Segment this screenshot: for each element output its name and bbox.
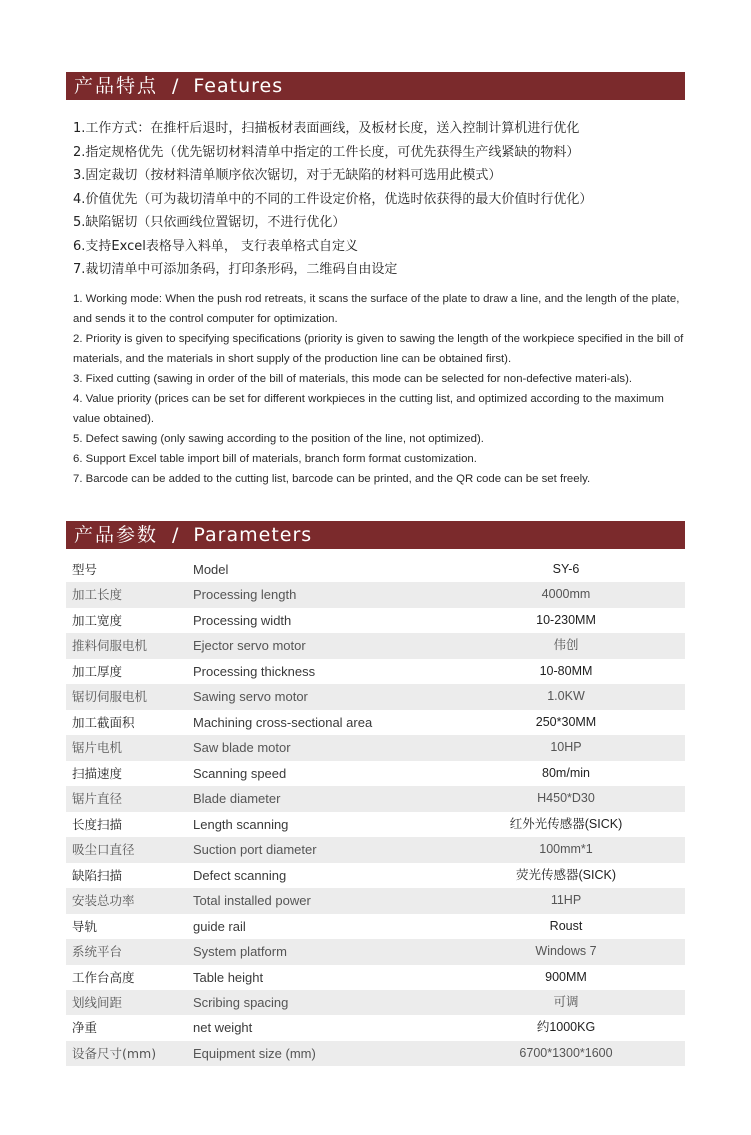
features-en-item: 2. Priority is given to specifying specifications (priority is given to sawing the length of the workpiece specified in the bill of materials, and the materials in short supply of the production line can be obtained first). — [73, 333, 684, 365]
param-label-en: Table height — [193, 969, 264, 985]
param-value: 100mm*1 — [539, 842, 593, 857]
param-value: H450*D30 — [537, 791, 595, 806]
param-label-en: net weight — [193, 1020, 253, 1036]
features-cn-item: 4.价值优先（可为裁切清单中的不同的工件设定价格，优选时依获得的最大价值时行优化） — [73, 191, 593, 207]
param-label-en: Equipment size (mm) — [193, 1045, 316, 1061]
features-en-item: 4. Value priority (prices can be set for different workpieces in the cutting list, and optimized according to the maximum value obtained). — [73, 393, 664, 425]
table-row — [66, 735, 685, 760]
features-en-item: 6. Support Excel table import bill of materials, branch form format customization. — [73, 453, 477, 465]
features-header — [66, 72, 685, 100]
features-cn-item: 6.支持Excel表格导入料单， 支行表单格式自定义 — [73, 238, 358, 254]
param-value: 1.0KW — [547, 689, 585, 704]
param-value: 荧光传感器(SICK) — [515, 867, 616, 882]
param-label-en: Processing width — [193, 612, 292, 628]
param-label-zh: 锯切伺服电机 — [72, 689, 148, 705]
param-value: 约1000KG — [536, 1020, 596, 1035]
param-label-zh: 型号 — [72, 562, 98, 577]
param-label-en: Model — [193, 562, 229, 577]
table-row — [66, 1015, 685, 1040]
param-label-en: guide rail — [193, 918, 246, 934]
features-cn-item: 3.固定裁切（按材料清单顺序依次锯切，对于无缺陷的材料可选用此模式） — [73, 168, 502, 183]
param-label-zh: 净重 — [72, 1020, 98, 1036]
param-label-zh: 工作台高度 — [72, 969, 135, 985]
param-label-en: Scanning speed — [193, 765, 287, 781]
param-label-zh: 划线间距 — [72, 994, 123, 1010]
parameters-header-en: Parameters — [193, 524, 313, 546]
param-value: 10-80MM — [539, 663, 593, 678]
param-value: 80m/min — [542, 765, 590, 780]
table-row — [66, 863, 685, 888]
param-value: 10-230MM — [536, 612, 596, 627]
param-label-zh: 扫描速度 — [72, 765, 123, 781]
param-label-en: Saw blade motor — [193, 740, 291, 756]
param-value: Roust — [549, 918, 583, 933]
param-value: 红外光传感器(SICK) — [509, 816, 623, 831]
features-cn-item: 5.缺陷锯切（只依画线位置锯切，不进行优化） — [73, 215, 346, 230]
param-value: 可调 — [553, 994, 579, 1009]
param-label-en: Ejector servo motor — [193, 638, 306, 654]
table-row — [66, 659, 685, 684]
features-header-en: Features — [193, 75, 284, 97]
features-en-item: 1. Working mode: When the push rod retreats, it scans the surface of the plate to draw a line, and the length of the plate, and sends it to the control computer for optimization. — [73, 293, 680, 325]
features-cn-item: 2.指定规格优先（优先锯切材料清单中指定的工件长度，可优先获得生产线紧缺的物料） — [73, 144, 580, 160]
param-value: 6700*1300*1600 — [519, 1045, 613, 1060]
param-label-en: Processing thickness — [193, 663, 316, 679]
param-label-en: Suction port diameter — [193, 842, 317, 858]
param-label-zh: 加工长度 — [72, 587, 123, 603]
table-row — [66, 761, 685, 786]
features-header-separator: / — [172, 75, 180, 97]
param-label-zh: 系统平台 — [72, 944, 123, 960]
param-label-en: Scribing spacing — [193, 994, 289, 1010]
table-row — [66, 786, 685, 811]
param-label-zh: 吸尘口直径 — [72, 842, 135, 858]
table-row — [66, 710, 685, 735]
param-value: 250*30MM — [535, 714, 597, 729]
features-cn-item: 7.裁切清单中可添加条码，打印条形码，二维码自由设定 — [73, 262, 398, 277]
features-cn-item: 1.工作方式：在推杆后退时，扫描板材表面画线，及板材长度，送入控制计算机进行优化 — [73, 121, 580, 136]
table-row — [66, 684, 685, 709]
parameters-header-separator: / — [172, 524, 180, 546]
table-row — [66, 837, 685, 862]
param-label-en: Total installed power — [193, 893, 311, 909]
parameters-table — [66, 557, 685, 1066]
param-label-zh: 加工厚度 — [72, 663, 123, 679]
table-row — [66, 608, 685, 633]
table-row — [66, 888, 685, 913]
param-value: 伟创 — [553, 638, 579, 653]
param-label-en: Length scanning — [193, 816, 289, 832]
table-row — [66, 939, 685, 964]
param-value: 11HP — [550, 893, 582, 908]
param-value: 4000mm — [541, 587, 591, 602]
table-row — [66, 914, 685, 939]
features-en-item: 3. Fixed cutting (sawing in order of the bill of materials, this mode can be selected for non-defective materi-als). — [73, 373, 633, 385]
param-label-en: Blade diameter — [193, 791, 281, 807]
features-en-list — [73, 289, 685, 489]
param-value: 10HP — [550, 740, 582, 755]
param-label-en: Machining cross-sectional area — [193, 714, 373, 730]
table-row — [66, 965, 685, 990]
table-row — [66, 1041, 685, 1066]
param-label-zh: 长度扫描 — [72, 816, 123, 832]
parameters-header-zh: 产品参数 — [74, 524, 159, 546]
param-label-en: Processing length — [193, 587, 297, 603]
param-value: SY-6 — [552, 562, 580, 576]
param-label-en: System platform — [193, 944, 287, 960]
features-header-zh: 产品特点 — [74, 75, 159, 97]
table-row — [66, 582, 685, 607]
param-label-zh: 推料伺服电机 — [72, 638, 148, 654]
param-label-zh: 锯片直径 — [72, 791, 123, 807]
features-en-item: 7. Barcode can be added to the cutting list, barcode can be printed, and the QR code can be set freely. — [73, 473, 591, 485]
param-label-zh: 安装总功率 — [72, 893, 135, 909]
param-label-zh: 加工宽度 — [72, 612, 123, 628]
table-row — [66, 812, 685, 837]
param-label-zh: 缺陷扫描 — [72, 867, 123, 883]
param-value: 900MM — [545, 969, 587, 984]
features-cn-list — [73, 117, 685, 282]
table-row — [66, 633, 685, 658]
param-label-zh: 导轨 — [72, 918, 98, 934]
table-row — [66, 990, 685, 1015]
table-row — [66, 557, 685, 582]
param-label-zh: 锯片电机 — [72, 740, 123, 756]
param-value: Windows 7 — [535, 944, 597, 959]
features-en-item: 5. Defect sawing (only sawing according to the position of the line, not optimized). — [73, 433, 484, 445]
param-label-zh: 设备尺寸(mm) — [72, 1045, 157, 1061]
parameters-header — [66, 521, 685, 549]
param-label-zh: 加工截面积 — [72, 714, 135, 730]
param-label-en: Sawing servo motor — [193, 689, 308, 705]
param-label-en: Defect scanning — [193, 867, 287, 883]
